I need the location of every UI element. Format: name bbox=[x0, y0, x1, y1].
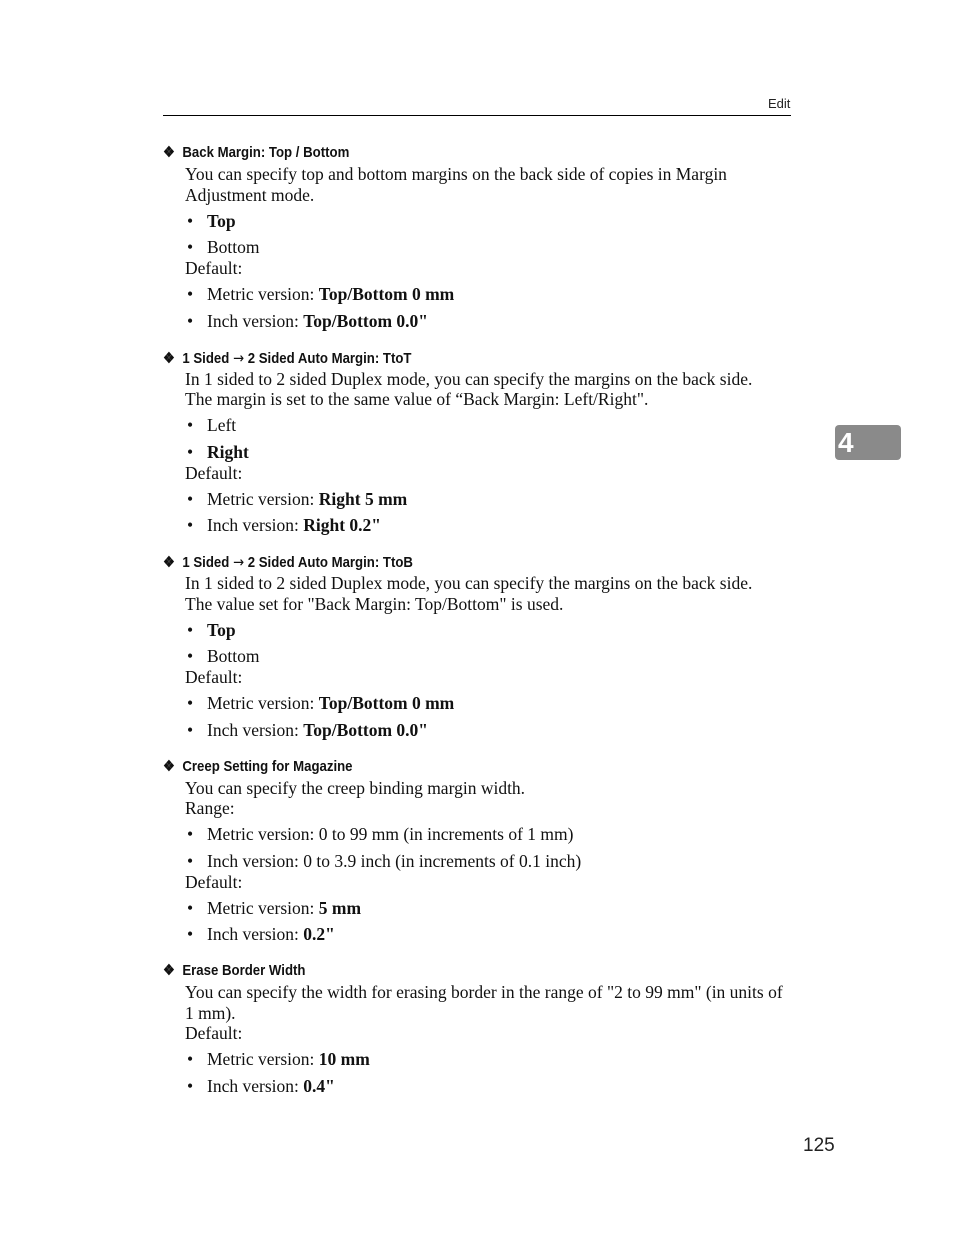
option-list bbox=[185, 211, 795, 259]
section-paragraph: You can specify the width for erasing border in the range of "2 to 99 mm" (in units of 1 mm). bbox=[185, 982, 783, 1023]
list-item: • Metric version: 0 to 99 mm (in increments of 1 mm) bbox=[185, 824, 795, 845]
list-item: • Bottom bbox=[185, 646, 795, 667]
list-item: • Metric version: 5 mm bbox=[185, 898, 795, 919]
default-label: Default: bbox=[185, 258, 243, 278]
list-item: • Metric version: Right 5 mm bbox=[185, 489, 795, 510]
list-item: • Inch version: Top/Bottom 0.0" bbox=[185, 311, 795, 332]
list-item: • Top bbox=[185, 211, 795, 232]
section-paragraph: The value set for "Back Margin: Top/Bottom" is used. bbox=[185, 593, 564, 614]
right-arrow-icon: → bbox=[232, 348, 245, 367]
diamond-bullet-icon: ❖ bbox=[163, 144, 175, 161]
option-list bbox=[185, 415, 795, 463]
list-item: • Inch version: Right 0.2" bbox=[185, 515, 795, 536]
list-item: • Inch version: 0.4" bbox=[185, 1076, 795, 1097]
section-back-margin bbox=[163, 142, 795, 332]
default-list bbox=[185, 489, 795, 537]
chapter-number: 4 bbox=[838, 427, 854, 458]
running-header: Edit bbox=[768, 96, 791, 111]
list-item: • Metric version: 10 mm bbox=[185, 1049, 795, 1070]
default-list bbox=[185, 284, 795, 332]
header-rule bbox=[163, 115, 791, 116]
chapter-tab bbox=[835, 425, 901, 460]
section-heading: ❖ 1 Sided → 2 Sided Auto Margin: TtoB bbox=[163, 551, 719, 573]
section-paragraph: You can specify top and bottom margins on the back side of copies in Margin Adjustment mode. bbox=[185, 164, 727, 205]
page-number: 125 bbox=[803, 1135, 835, 1156]
section-paragraph: The margin is set to the same value of “Back Margin: Left/Right". bbox=[185, 389, 649, 409]
range-label: Range: bbox=[185, 798, 235, 818]
diamond-bullet-icon: ❖ bbox=[163, 349, 175, 367]
list-item: • Top bbox=[185, 620, 795, 641]
section-heading: ❖ Erase Border Width bbox=[163, 960, 719, 982]
default-label: Default: bbox=[185, 667, 243, 687]
default-label: Default: bbox=[185, 871, 243, 892]
right-arrow-icon: → bbox=[232, 553, 245, 571]
diamond-bullet-icon: ❖ bbox=[163, 554, 175, 571]
section-heading: ❖ Creep Setting for Magazine bbox=[163, 756, 719, 778]
default-list bbox=[185, 693, 795, 741]
section-erase-border bbox=[163, 960, 795, 1097]
option-list bbox=[185, 620, 795, 668]
list-item: • Left bbox=[185, 415, 795, 436]
diamond-bullet-icon: ❖ bbox=[163, 962, 175, 979]
range-list bbox=[185, 824, 795, 872]
section-ttot bbox=[163, 347, 795, 537]
default-label: Default: bbox=[185, 1023, 243, 1043]
list-item: • Right bbox=[185, 442, 795, 463]
default-label: Default: bbox=[185, 462, 243, 483]
page-content bbox=[163, 142, 795, 1112]
list-item: • Metric version: Top/Bottom 0 mm bbox=[185, 693, 795, 714]
list-item: • Inch version: 0.2" bbox=[185, 924, 795, 945]
list-item: • Metric version: Top/Bottom 0 mm bbox=[185, 284, 795, 305]
list-item: • Bottom bbox=[185, 237, 795, 258]
list-item: • Inch version: Top/Bottom 0.0" bbox=[185, 720, 795, 741]
default-list bbox=[185, 898, 795, 946]
section-heading: ❖ Back Margin: Top / Bottom bbox=[163, 142, 719, 164]
section-creep-setting bbox=[163, 756, 795, 946]
section-paragraph: In 1 sided to 2 sided Duplex mode, you can specify the margins on the back side. bbox=[185, 573, 753, 593]
section-heading: ❖ 1 Sided → 2 Sided Auto Margin: TtoT bbox=[163, 347, 719, 369]
diamond-bullet-icon: ❖ bbox=[163, 757, 175, 775]
section-paragraph: You can specify the creep binding margin width. bbox=[185, 777, 526, 798]
section-paragraph: In 1 sided to 2 sided Duplex mode, you can specify the margins on the back side. bbox=[185, 368, 753, 389]
list-item: • Inch version: 0 to 3.9 inch (in increments of 0.1 inch) bbox=[185, 851, 795, 872]
section-ttob bbox=[163, 551, 795, 741]
default-list bbox=[185, 1049, 795, 1097]
